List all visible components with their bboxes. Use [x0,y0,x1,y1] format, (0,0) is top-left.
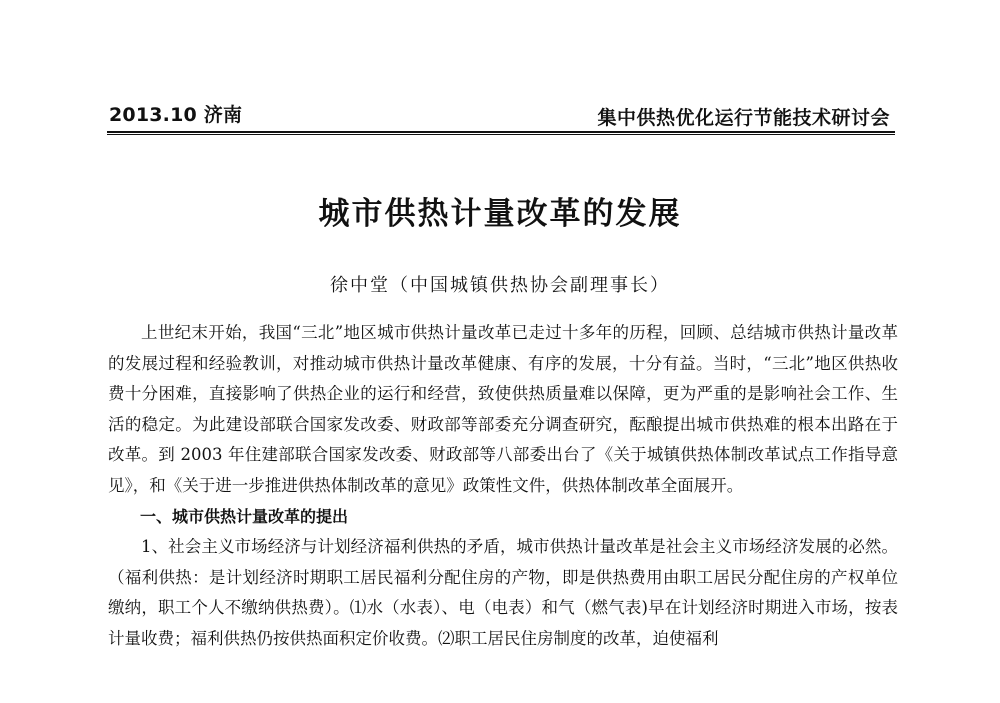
header-divider [107,131,895,135]
header-conference-name: 集中供热优化运行节能技术研讨会 [597,107,890,129]
article-title: 城市供热计量改革的发展 [318,196,682,232]
body-paragraph: 1、社会主义市场经济与计划经济福利供热的矛盾，城市供热计量改革是社会主义市场经济发展的必然。（福利供热：是计划经济时期职工居民福利分配住房的产物，即是供热费用由职工居民分配住房的产权单位缴纳，职工个人不缴纳供热费）。⑴水（水表）、电（电表）和气（燃气表)早在计划经济时期进入市场，按表计量收费；福利供热仍按供热面积定价收费。⑵职工居民住房制度的改革，迫使福利 [108,537,898,648]
section-heading: 一、城市供热计量改革的提出 [140,506,349,526]
article-author: 徐中堂（中国城镇供热协会副理事长） [330,275,670,296]
article-body [108,318,898,655]
header-date-location: 2013.10 济南 [109,104,243,126]
body-paragraph: 上世纪末开始，我国“三北”地区城市供热计量改革已走过十多年的历程，回顾、总结城市供热计量改革的发展过程和经验教训，对推动城市供热计量改革健康、有序的发展，十分有益。当时，“三北”地区供热收费十分困难，直接影响了供热企业的运行和经营，致使供热质量难以保障，更为严重的是影响社会工作、生活的稳定。为此建设部联合国家发改委、财政部等部委充分调查研究，酝酿提出城市供热难的根本出路在于改革。到 2003 年住建部联合国家发改委、财政部等八部委出台了《关于城镇供热体制改革试点工作指导意见》，和《关于进一步推进供热体制改革的意见》政策性文件，供热体制改革全面展开。 [108,323,898,495]
